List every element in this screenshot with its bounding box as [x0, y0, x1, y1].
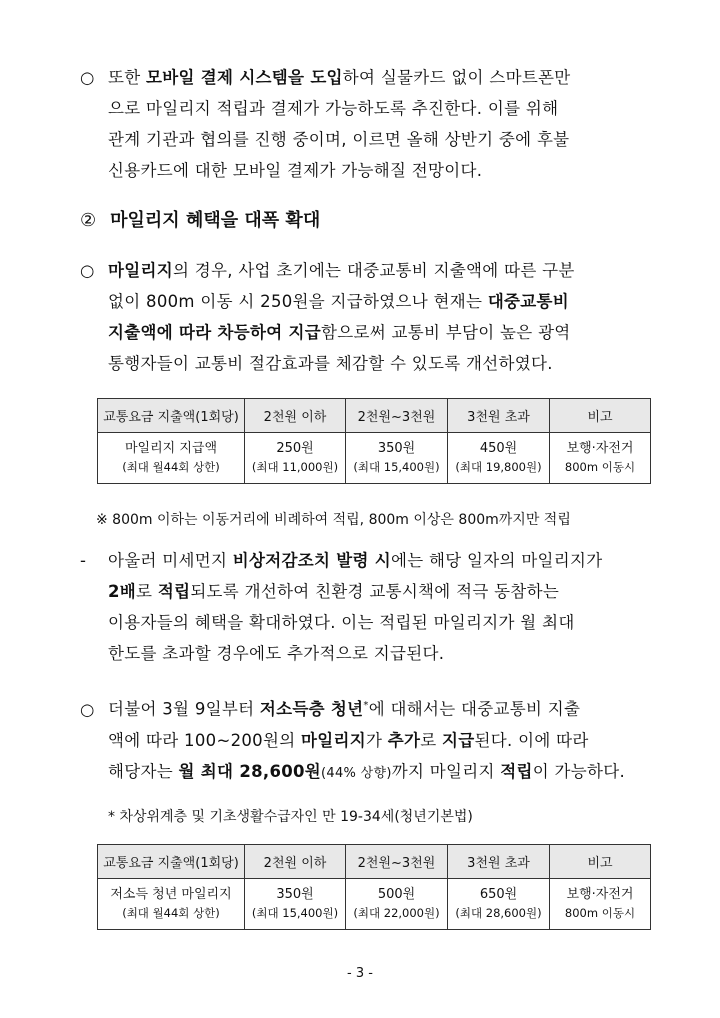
table-footnote: ※ 800m 이하는 이동거리에 비례하여 적립, 800m 이상은 800m까지만 적립	[96, 512, 571, 528]
circle-bullet: ○	[80, 261, 95, 280]
youth-mileage-table	[97, 844, 651, 930]
table-cell: 250원 (최대 11,000원)	[245, 433, 346, 484]
table-header: 비고	[550, 845, 651, 879]
circle-bullet: ○	[80, 68, 95, 87]
dash-bullet: -	[80, 551, 87, 570]
table-cell: 450원 (최대 19,800원)	[448, 433, 550, 484]
youth-footnote: * 차상위계층 및 기초생활수급자인 만 19-34세(청년기본법)	[108, 809, 473, 825]
table-cell: 마일리지 지급액 (최대 월44회 상한)	[98, 433, 245, 484]
paragraph-fine-dust: - 아울러 미세먼지 비상저감조치 발령 시에는 해당 일자의 마일리지가 2배로 적립되도록 개선하여 친환경 교통시책에 적극 동참하는 이용자들의 혜택을 확대하였다. 이는 적립된 마일리지가 월 최대 한도를 초과할 경우에도 추가적으로 지급된다.	[80, 545, 655, 669]
table-cell: 보행·자전거 800m 이동시	[550, 433, 651, 484]
section-heading: ② 마일리지 혜택을 대폭 확대	[80, 210, 321, 231]
table-header: 2천원 이하	[245, 399, 346, 433]
table-header-row	[98, 845, 651, 879]
table-header: 2천원 이하	[245, 845, 346, 879]
mileage-table	[97, 398, 651, 484]
table-cell: 650원 (최대 28,600원)	[448, 879, 550, 930]
table-cell: 500원 (최대 22,000원)	[346, 879, 448, 930]
paragraph-low-income-youth: ○ 더불어 3월 9일부터 저소득층 청년*에 대해서는 대중교통비 지출 액에 따라 100~200원의 마일리지가 추가로 지급된다. 이에 따라 해당자는 월 최대 28,600원(44% 상향)까지 마일리지 적립이 가능하다.	[80, 690, 655, 789]
table-header: 교통요금 지출액(1회당)	[98, 399, 245, 433]
table-header: 3천원 초과	[448, 399, 550, 433]
table-row	[98, 433, 651, 484]
table-cell: 350원 (최대 15,400원)	[346, 433, 448, 484]
table-header: 비고	[550, 399, 651, 433]
table-cell: 저소득 청년 마일리지 (최대 월44회 상한)	[98, 879, 245, 930]
table-cell: 350원 (최대 15,400원)	[245, 879, 346, 930]
table-header: 2천원~3천원	[346, 399, 448, 433]
circle-bullet: ○	[80, 699, 95, 719]
page-number: - 3 -	[347, 966, 373, 981]
table-header: 교통요금 지출액(1회당)	[98, 845, 245, 879]
table-header-row	[98, 399, 651, 433]
table-header: 2천원~3천원	[346, 845, 448, 879]
paragraph-mobile-payment: ○ 또한 모바일 결제 시스템을 도입하여 실물카드 없이 스마트폰만 으로 마일리지 적립과 결제가 가능하도록 추진한다. 이를 위해 관계 기관과 협의를 진행 중이며, 이르면 올해 상반기 중에 후불 신용카드에 대한 모바일 결제가 가능해질 전망이다.	[80, 62, 655, 186]
table-row	[98, 879, 651, 930]
table-header: 3천원 초과	[448, 845, 550, 879]
table-cell: 보행·자전거 800m 이동시	[550, 879, 651, 930]
paragraph-mileage-benefit: ○ 마일리지의 경우, 사업 초기에는 대중교통비 지출액에 따른 구분 없이 800m 이동 시 250원을 지급하였으나 현재는 대중교통비 지출액에 따라 차등하여 지급함으로써 교통비 부담이 높은 광역 통행자들이 교통비 절감효과를 체감할 수 있도록 개선하였다.	[80, 255, 655, 379]
